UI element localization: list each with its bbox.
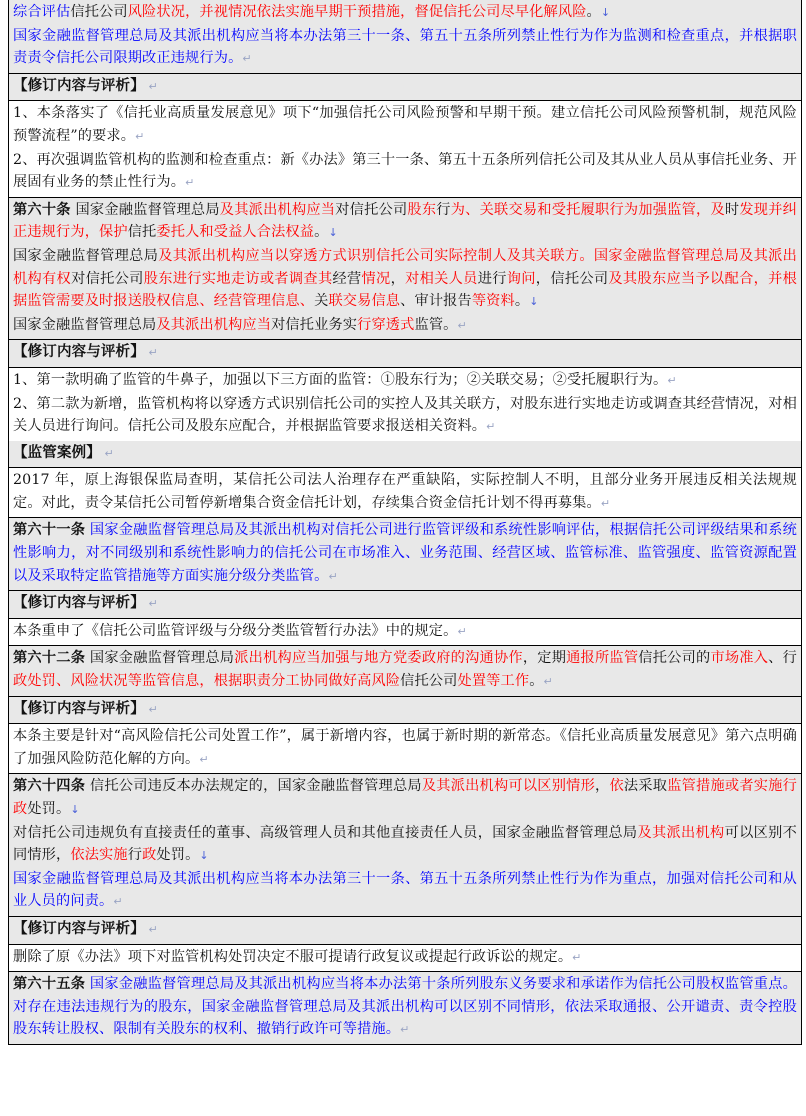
paragraph — [13, 620, 797, 644]
text-run: 国家金融监督管理总局 — [70, 201, 220, 218]
text-run: 。 — [314, 224, 329, 241]
article-number: 第六十四条 — [13, 778, 86, 795]
text-run: 通报所监管 — [566, 650, 639, 667]
text-run: 信托 — [127, 224, 157, 241]
text-run: 股东进行实地走访或者调查其 — [143, 270, 333, 287]
text-run: 对信托公司违规负有直接责任的董事、高级管理人员和其他直接责任人员，国家金融监督管理总局 — [13, 824, 638, 841]
article-block — [8, 645, 802, 695]
heading-line — [13, 592, 797, 616]
text-run: 经营 — [332, 270, 362, 287]
paragraph — [13, 725, 797, 771]
text-run: 关 — [314, 293, 329, 310]
paragraph-mark-icon: ↵ — [199, 752, 209, 766]
commentary-block — [8, 467, 802, 517]
text-run: 政处罚、风险状况等监管信息，根据职责分工协同做好高风险 — [13, 673, 401, 690]
text-run: 处置等工作 — [457, 673, 530, 690]
paragraph-mark-icon: ↵ — [400, 1023, 410, 1037]
paragraph — [13, 149, 797, 195]
text-run: 1、第一款明确了监管的牛鼻子，加强以下三方面的监管：①股东行为；②关联交易；②受托履职行为。 — [13, 371, 668, 388]
line-break-mark-icon: ↓ — [529, 295, 539, 309]
paragraph — [13, 647, 797, 693]
text-run: 风险状况 — [127, 4, 186, 20]
text-run: 及其股东应当予以配合，并根据监管需要及时报送股权信息、经营管理信息、 — [13, 270, 797, 310]
text-run: 处罚。 — [156, 847, 200, 864]
text-run: 国家金融监督管理总局及其派出机构对信托公司进行监管评级和系统性影响评估，根据信托公司评级结果和系统性影响力，对不同级别和系统性影响力的信托公司在市场准入、业务范围、经营区域、监管标准、监管强度、监管资源配置以及采取特定监管措施等方面实施分级分类监管。 — [13, 522, 797, 584]
heading-text: 【修订内容与评析】 — [13, 77, 145, 94]
text-run: 行 — [127, 847, 143, 864]
paragraph-mark-icon: ↵ — [543, 675, 553, 689]
text-run: 2、第二款为新增，监管机构将以穿透方式识别信托公司的实控人及其关联方，对股东进行实地走访或调查其经营情况，对相关人员进行询问。信托公司及股东应配合，并根据监管要求报送相关资料。 — [13, 395, 797, 435]
paragraph — [13, 25, 797, 71]
paragraph-mark-icon: ↵ — [144, 597, 158, 611]
paragraph-mark-icon: ↵ — [185, 176, 195, 190]
text-run: 及其派出机构应当以穿透方式识别信托公司实际控制人及其关联方。国家金融监督管理总局及其派出机构有权 — [13, 247, 797, 287]
text-run: 对信托公司 — [71, 270, 144, 287]
paragraph — [13, 868, 797, 914]
text-run: ， — [390, 270, 406, 287]
paragraph-mark-icon: ↵ — [457, 624, 467, 638]
heading-line — [13, 442, 797, 466]
heading-text: 【修订内容与评析】 — [13, 344, 145, 361]
text-run: ， — [595, 778, 610, 795]
paragraph — [13, 314, 797, 338]
text-run: 2、再次强调监管机构的监测和检查重点：新《办法》第三十一条、第五十五条所列信托公司及其从业人员从事信托业务、开展固有业务的禁止性行为。 — [13, 151, 797, 191]
paragraph-mark-icon: ↵ — [144, 79, 158, 93]
article-block — [8, 0, 802, 73]
section-heading — [8, 590, 802, 618]
text-run: ，定期 — [522, 650, 567, 667]
text-run: 委托人和受益人合法权益 — [156, 224, 315, 241]
heading-line — [13, 341, 797, 365]
commentary-block — [8, 723, 802, 773]
heading-line — [13, 75, 797, 99]
paragraph — [13, 369, 797, 393]
heading-line — [13, 698, 797, 722]
section-heading — [8, 441, 802, 468]
text-run: 国家金融监督管理总局及其派出机构应当将本办法第十条所列股东义务要求和承诺作为信托公司股权监管重点。对存在违法违规行为的股东，国家金融监督管理总局及其派出机构可以区别不同情形，依法采取通报、公开谴责、责令控股股东转让股权、限制有关股东的权利、撤销行政许可等措施。 — [13, 976, 797, 1038]
text-run: 询问 — [506, 270, 536, 287]
article-number: 第六十五条 — [13, 976, 86, 993]
text-run: 信托公司的 — [638, 650, 711, 667]
text-run: 国家金融监督管理总局 — [85, 650, 235, 667]
heading-text: 【修订内容与评析】 — [13, 595, 145, 612]
text-run: 删除了原《办法》项下对监管机构处罚决定不服可提请行政复议或提起行政诉讼的规定。 — [13, 948, 573, 965]
article-number: 第六十条 — [13, 201, 71, 218]
text-run: 及其派出机构应当 — [156, 316, 272, 333]
text-run: 对信托业务实 — [271, 316, 358, 333]
paragraph-mark-icon: ↵ — [144, 346, 158, 360]
text-run: 进行 — [477, 270, 507, 287]
text-run: 处罚。 — [27, 801, 71, 817]
text-run: 监管措施或者实施行政 — [13, 778, 797, 817]
text-run: 市场准入 — [710, 650, 769, 667]
text-run: 综合评估 — [13, 4, 71, 20]
text-run: 对信托公司 — [335, 201, 408, 218]
commentary-block — [8, 944, 802, 972]
heading-line — [13, 918, 797, 942]
text-run: 本条重申了《信托公司监管评级与分级分类监管暂行办法》中的规定。 — [13, 622, 458, 639]
text-run: 发现并纠正违规行为，保护 — [13, 201, 797, 241]
text-run: 行穿透式 — [357, 316, 415, 333]
text-run: 信托公司 — [400, 673, 458, 690]
paragraph-mark-icon: ↵ — [144, 922, 158, 936]
line-break-mark-icon: ↓ — [328, 226, 338, 240]
text-run: 及其派出机构 — [637, 824, 725, 841]
commentary-block — [8, 367, 802, 441]
text-run: 股东 — [407, 201, 437, 218]
text-run: 等资料 — [471, 293, 515, 310]
paragraph — [13, 519, 797, 588]
text-run: 信托公司 — [70, 4, 128, 20]
paragraph — [13, 1, 797, 25]
paragraph-mark-icon: ↵ — [242, 52, 252, 66]
text-run: 及其派出机构可以区别情形 — [421, 778, 596, 795]
text-run: 联交易信息 — [328, 293, 401, 310]
paragraph-mark-icon: ↵ — [572, 950, 582, 964]
text-run: 派出机构应当加强与地方党委政府的沟通协作 — [234, 650, 523, 667]
text-run: 为、关联交易和受托履职行为加强监管，及 — [450, 201, 725, 218]
text-run: 国家金融监督管理总局 — [13, 247, 159, 264]
article-number: 第六十二条 — [13, 650, 86, 667]
paragraph — [13, 469, 797, 515]
paragraph-mark-icon: ↵ — [144, 702, 158, 716]
text-run: 可以区别不同情形， — [13, 824, 798, 864]
line-break-mark-icon: ↓ — [600, 6, 611, 19]
section-heading — [8, 696, 802, 724]
document-page — [8, 0, 802, 1045]
line-break-mark-icon: ↓ — [70, 803, 80, 816]
heading-text: 【监管案例】 — [13, 444, 101, 461]
text-run: 。 — [514, 293, 530, 310]
commentary-block — [8, 618, 802, 646]
text-run: ，信托公司 — [535, 270, 609, 287]
paragraph — [13, 973, 797, 1042]
paragraph — [13, 822, 797, 868]
paragraph-mark-icon: ↵ — [486, 420, 496, 434]
text-run: ，并视情况依法实施早期干预措施，督促信托公司尽早化解风险 — [185, 4, 587, 20]
paragraph — [13, 199, 797, 245]
paragraph-mark-icon: ↵ — [113, 895, 123, 909]
paragraph-mark-icon: ↵ — [600, 496, 611, 510]
text-run: 时 — [724, 201, 740, 218]
text-run: 国家金融监督管理总局及其派出机构应当将本办法第三十一条、第五十五条所列禁止性行为作为监测和检查重点，并根据职责责令信托公司限期改正违规行为。 — [13, 27, 797, 67]
paragraph-mark-icon: ↵ — [100, 446, 114, 460]
text-run: 行 — [436, 201, 451, 218]
text-run: 1、本条落实了《信托业高质量发展意见》项下“加强信托公司风险预警和早期干预。建立信托公司风险预警机制，规范风险预警流程”的要求。 — [13, 105, 797, 144]
text-run: 情况 — [361, 270, 391, 287]
text-run: 国家金融监督管理总局 — [13, 316, 157, 333]
heading-text: 【修订内容与评析】 — [13, 920, 145, 937]
article-block — [8, 197, 802, 340]
text-run: 本条主要是针对“高风险信托公司处置工作”，属于新增内容，也属于新时期的新常态。《信托业高质量发展意见》第六点明确了加强风险防范化解的方向。 — [13, 728, 797, 767]
paragraph — [13, 245, 797, 314]
commentary-block — [8, 100, 802, 196]
text-run: 。 — [529, 673, 544, 690]
article-number: 第六十一条 — [13, 522, 86, 539]
section-heading — [8, 339, 802, 367]
article-block — [8, 773, 802, 916]
text-run: 监管。 — [414, 316, 458, 333]
paragraph-mark-icon: ↵ — [457, 318, 467, 332]
text-run: 国家金融监督管理总局及其派出机构应当将本办法第三十一条、第五十五条所列禁止性行为作为重点，加强对信托公司和从业人员的问责。 — [13, 870, 797, 910]
text-run: 政 — [142, 847, 157, 864]
heading-text: 【修订内容与评析】 — [13, 700, 145, 717]
text-run: 法采取 — [623, 778, 668, 795]
paragraph-mark-icon: ↵ — [135, 129, 145, 143]
paragraph — [13, 102, 797, 148]
section-heading — [8, 916, 802, 944]
paragraph — [13, 946, 797, 970]
text-run: 2017 年，原上海银保监局查明，某信托公司法人治理存在严重缺陷，实际控制人不明，且部分业务开展违反相关法规规定。对此，责令某信托公司暂停新增集合资金信托计划，存续集合资金信托计划不得再募集。 — [13, 472, 797, 511]
article-block — [8, 971, 802, 1045]
text-run: 依 — [609, 778, 624, 795]
article-block — [8, 517, 802, 590]
paragraph — [13, 393, 797, 439]
text-run: 信托公司违反本办法规定的，国家金融监督管理总局 — [85, 778, 422, 795]
text-run: 、行 — [768, 650, 797, 667]
text-run: 对相关人员 — [405, 270, 478, 287]
paragraph — [13, 775, 797, 821]
text-run: 及其派出机构应当 — [219, 201, 336, 218]
text-run: 依法实施 — [70, 847, 128, 864]
text-run: 。 — [586, 4, 601, 20]
text-run: 、审计报告 — [400, 293, 472, 310]
line-break-mark-icon: ↓ — [199, 849, 209, 863]
paragraph-mark-icon: ↵ — [667, 373, 677, 387]
paragraph-mark-icon: ↵ — [328, 569, 338, 583]
section-heading — [8, 73, 802, 101]
